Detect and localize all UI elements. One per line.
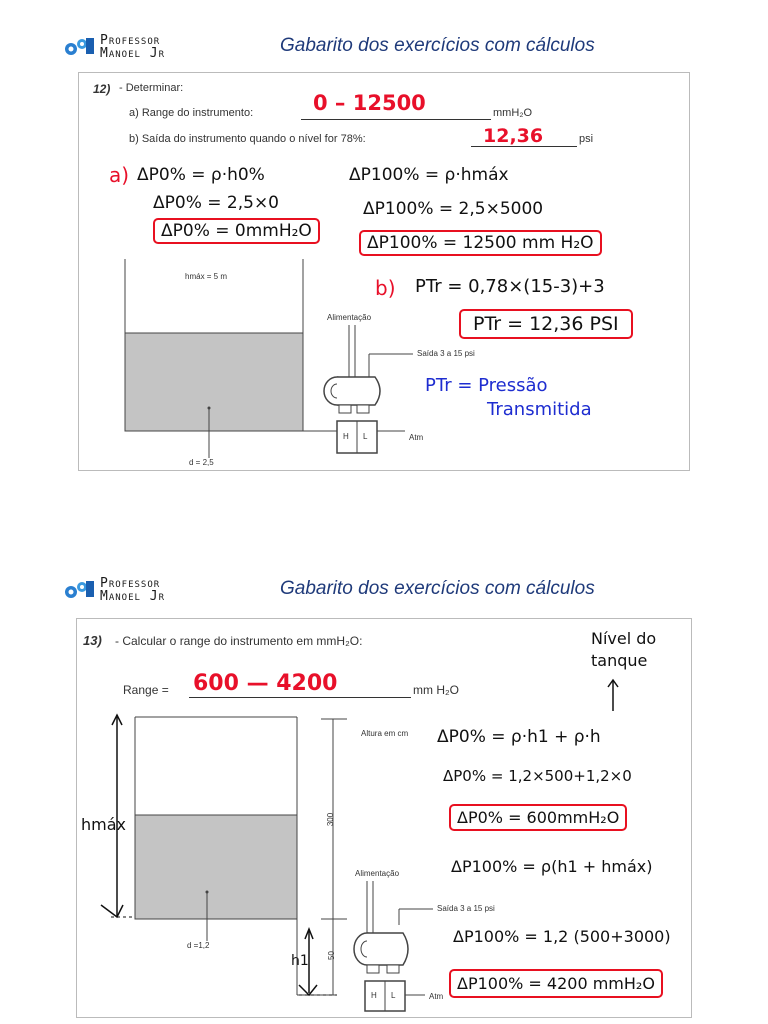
label-density: d =1,2 xyxy=(187,941,210,950)
label-h: H xyxy=(343,432,349,441)
logo-line2: Manoel Jr xyxy=(100,589,165,604)
range-unit: mm H₂O xyxy=(413,683,459,697)
eq-ptr-result: PTr = 12,36 PSI xyxy=(459,309,633,339)
problem-number: 12) xyxy=(93,82,111,96)
eq-dp0-result: ΔP0% = 600mmH₂O xyxy=(449,804,627,831)
note-ptr-line2: Transmitida xyxy=(487,399,592,420)
problem-intro: - Determinar: xyxy=(119,82,184,94)
page-title: Gabarito dos exercícios com cálculos xyxy=(280,35,595,56)
item-a-label: a) Range do instrumento: xyxy=(129,107,254,119)
label-hmax: hmáx = 5 m xyxy=(185,272,228,281)
item-a-answer: 0 – 12500 xyxy=(313,91,426,115)
work-a-label: a) xyxy=(109,163,130,187)
label-atm: Atm xyxy=(409,433,424,442)
logo-2 xyxy=(62,577,165,603)
label-l: L xyxy=(363,432,368,441)
eq-dp0-subst: ΔP0% = 1,2×500+1,2×0 xyxy=(443,767,632,785)
item-b-label: b) Saída do instrumento quando o nível for 78%: xyxy=(129,133,366,145)
note-ptr-line1: PTr = Pressão xyxy=(425,375,548,396)
label-h: H xyxy=(371,991,377,1000)
label-saida: Saída 3 a 15 psi xyxy=(437,904,495,913)
logo-line1: Professor xyxy=(100,576,161,591)
eq-dp100-result: ΔP100% = 12500 mm H₂O xyxy=(359,230,602,256)
label-density: d = 2,5 xyxy=(189,458,214,467)
eq-dp0-formula: ΔP0% = ρ·h0% xyxy=(137,165,265,185)
range-label: Range = xyxy=(123,683,169,697)
item-a-unit: mmH₂O xyxy=(493,107,533,119)
item-b-unit: psi xyxy=(579,133,594,145)
label-l: L xyxy=(391,991,396,1000)
eq-ptr-formula: PTr = 0,78×(15-3)+3 xyxy=(415,276,605,297)
logo-line1: Professor xyxy=(100,33,161,48)
exercise-13-card xyxy=(76,618,692,1018)
tank-diagram-13 xyxy=(77,619,691,1017)
logo xyxy=(62,34,165,60)
eq-dp100-formula: ΔP100% = ρ(h1 + hmáx) xyxy=(451,857,653,876)
page-title-2: Gabarito dos exercícios com cálculos xyxy=(280,578,595,599)
range-answer: 600 — 4200 xyxy=(193,671,338,696)
tank-liquid xyxy=(125,333,303,431)
eq-dp100-subst: ΔP100% = 1,2 (500+3000) xyxy=(453,927,671,946)
eq-dp0-formula: ΔP0% = ρ·h1 + ρ·h xyxy=(437,727,601,747)
eq-dp100-subst: ΔP100% = 2,5×5000 xyxy=(363,199,544,219)
gear-logo-icon xyxy=(62,36,96,58)
tank-liquid xyxy=(135,815,297,919)
work-b-label: b) xyxy=(375,276,396,300)
note-nivel-line1: Nível do xyxy=(591,629,657,648)
label-alimentacao: Alimentação xyxy=(327,313,372,322)
item-b-answer: 12,36 xyxy=(483,125,544,147)
tank-diagram-12 xyxy=(79,73,689,470)
problem-text: - Calcular o range do instrumento em mmH₂O: xyxy=(115,634,363,648)
logo-line2: Manoel Jr xyxy=(100,46,165,61)
label-altura: Altura em cm xyxy=(361,729,409,738)
gear-logo-icon xyxy=(62,579,96,601)
note-nivel-line2: tanque xyxy=(591,651,648,670)
eq-dp100-formula: ΔP100% = ρ·hmáx xyxy=(349,165,509,185)
eq-dp0-result: ΔP0% = 0mmH₂O xyxy=(153,218,320,244)
label-hmax-hw: hmáx xyxy=(81,815,126,834)
label-alimentacao: Alimentação xyxy=(355,869,400,878)
label-h1-hw: h1 xyxy=(291,953,309,969)
exercise-12-card xyxy=(78,72,690,471)
eq-dp100-result: ΔP100% = 4200 mmH₂O xyxy=(449,969,663,998)
problem-number: 13) xyxy=(83,633,102,648)
label-dim-300: 300 xyxy=(326,812,336,827)
eq-dp0-subst: ΔP0% = 2,5×0 xyxy=(153,193,279,213)
label-atm: Atm xyxy=(429,992,444,1001)
label-dim-50: 50 xyxy=(326,951,336,960)
label-saida: Saída 3 a 15 psi xyxy=(417,349,475,358)
